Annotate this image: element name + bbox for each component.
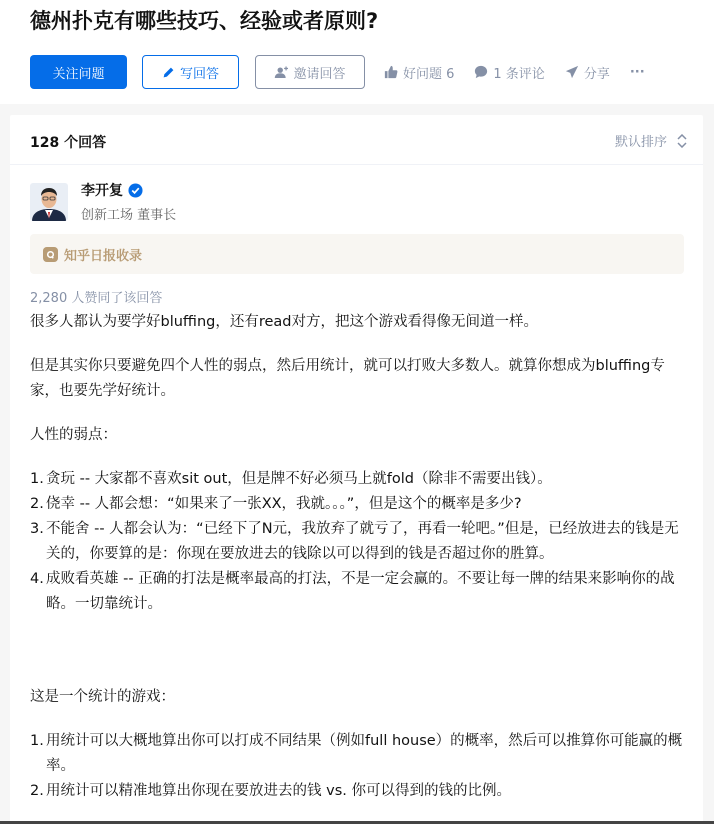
sort-dropdown[interactable] <box>615 131 687 150</box>
share-icon <box>565 65 579 79</box>
comment-icon <box>474 65 488 79</box>
sort-label: 默认排序 <box>614 135 667 150</box>
share-button[interactable] <box>565 63 610 82</box>
sort-chevron-icon <box>677 134 687 148</box>
list-item: 4. 成败看英雄 -- 正确的打法是概率最高的打法，不是一定会赢的。不要让每一牌的结果来影响你的战略。一切靠统计。 <box>30 571 675 612</box>
answers-header <box>10 115 703 165</box>
list-item: 1. 贪玩 -- 大家都不喜欢sit out，但是牌不好必须马上就fold（除非不需要出钱）。 <box>30 471 552 487</box>
zhihu-daily-icon <box>43 247 58 262</box>
add-user-icon <box>274 66 288 79</box>
list-item: 2. 用统计可以精准地算出你现在要放进去的钱 vs. 你可以得到的钱的比例。 <box>30 783 511 799</box>
invite-answer-button[interactable] <box>255 55 365 89</box>
author-name-label: 李开复 <box>81 183 123 199</box>
good-question-label: 好问题 6 <box>403 66 455 82</box>
zhihu-daily-badge[interactable] <box>30 234 684 274</box>
question-title: 德州扑克有哪些技巧、经验或者原则? <box>30 9 379 33</box>
write-answer-button[interactable] <box>142 55 239 89</box>
answer-paragraph: 这是一个统计的游戏： <box>30 689 175 705</box>
verified-badge-icon <box>128 183 143 198</box>
author-name[interactable] <box>81 180 143 200</box>
answer-count: 128 个回答 <box>30 135 107 151</box>
answer-paragraph: 很多人都认为要学好bluffing，还有read对方，把这个游戏看得像无间道一样。 <box>30 314 538 330</box>
author-bio: 创新工场 董事长 <box>81 208 177 223</box>
question-actions <box>30 55 645 89</box>
answer-paragraph: 人性的弱点： <box>30 427 117 443</box>
stats-list <box>30 729 690 804</box>
write-answer-label: 写回答 <box>179 66 219 82</box>
answer-card <box>10 115 703 824</box>
zhihu-daily-label: 知乎日报收录 <box>64 248 143 264</box>
list-item: 2. 侥幸 -- 人都会想：“如果来了一张XX，我就。。。”，但是这个的概率是多少? <box>30 496 522 512</box>
weaknesses-list <box>30 467 690 617</box>
answer-paragraph: 但是其实你只要避免四个人性的弱点，然后用统计，就可以打败大多数人。就算你想成为bluffing专家，也要先学好统计。 <box>30 358 665 399</box>
share-label: 分享 <box>583 66 610 82</box>
comments-button[interactable] <box>474 63 544 82</box>
good-question-button[interactable] <box>384 63 454 82</box>
list-item: 1. 用统计可以大概地算出你可以打成不同结果（例如full house）的概率，然后可以推算你可能赢的概率。 <box>30 733 683 774</box>
thumbs-up-icon <box>384 65 398 79</box>
list-item: 3. 不能舍 -- 人都会认为：“已经下了N元，我放弃了就亏了，再看一轮吧。”但是，已经放进去的钱是无关的，你要算的是：你现在要放进去的钱除以可以得到的钱是否超过你的胜算。 <box>30 521 679 562</box>
vote-count-line: 2,280 人赞同了该回答 <box>30 291 163 306</box>
more-icon[interactable]: ··· <box>629 64 645 80</box>
pencil-icon <box>162 66 175 79</box>
invite-answer-label: 邀请回答 <box>293 66 346 82</box>
answer-content <box>30 310 690 804</box>
avatar[interactable] <box>30 183 68 221</box>
question-header <box>0 0 714 104</box>
comments-label: 1 条评论 <box>493 66 545 82</box>
follow-question-button[interactable]: 关注问题 <box>30 55 127 89</box>
